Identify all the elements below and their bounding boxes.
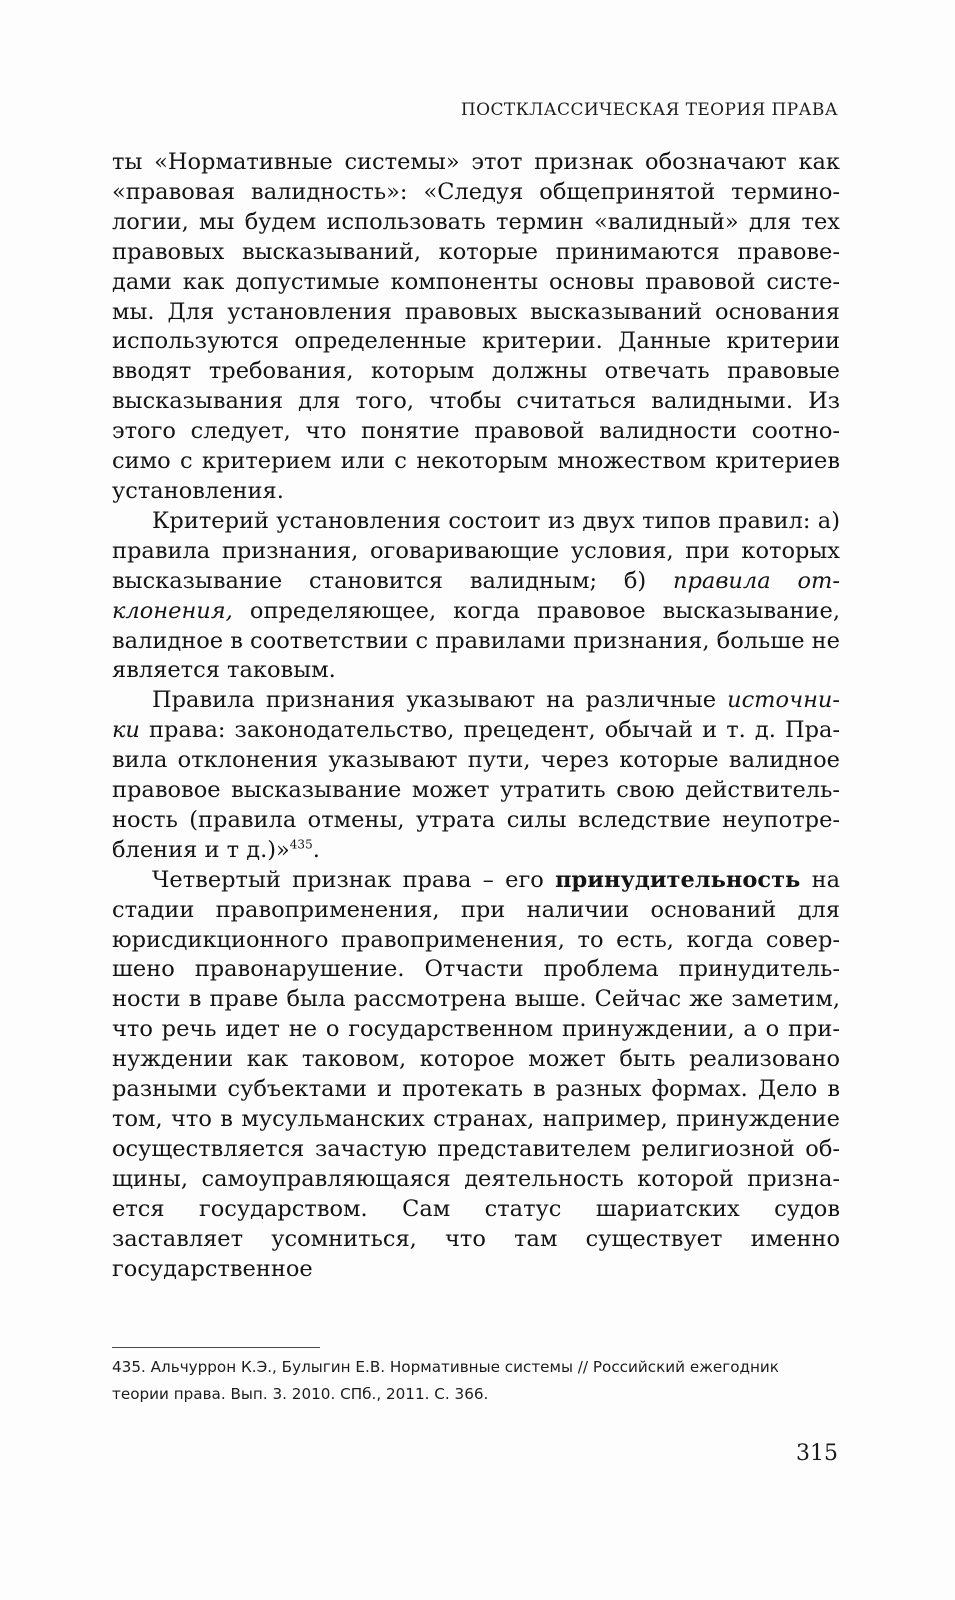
paragraph-2-italic: правила отклонения, xyxy=(112,567,840,624)
footnote-divider xyxy=(112,1347,320,1348)
paragraph-2-text-a: Критерий установления состоит из двух типов правил: а) правила признания, оговаривающие условия, при которых высказывание становится валидным; б) xyxy=(112,507,840,594)
paragraph-3-end: . xyxy=(312,836,320,863)
page-number: 315 xyxy=(796,1441,838,1466)
paragraph-3-text-a: Правила признания указывают на различные xyxy=(152,687,728,714)
running-head: ПОСТКЛАССИЧЕСКАЯ ТЕОРИЯ ПРАВА xyxy=(460,100,838,120)
paragraph-1: ты «Нормативные системы» этот признак обозначают как «правовая валидность»: «Следуя общепринятой терминологии, мы будем использовать термин «валидный» для тех правовых высказываний, которые принимаются правоведами как допустимые компоненты основы правовой системы. Для установления правовых высказываний основания используются определенные критерии. Данные критерии вводят требования, которым должны отвечать правовые высказывания для того, чтобы считаться валидными. Из этого следует, что понятие правовой валидности соотносимо с критерием или с некоторым множеством критериев установления. xyxy=(112,149,840,504)
paragraph-3-text-b: права: законодательство, прецедент, обычай и т. д. Правила отклонения указывают пути, через которые валидное правовое высказывание может утратить свою действительность (правила отмены, утрата силы вследствие неупотребления и т д.)» xyxy=(112,717,840,863)
paragraph-2 xyxy=(112,507,840,686)
paragraph-4-text-b: на стадии правоприменения, при наличии оснований для юрисдикционного правоприменения, то есть, когда совершено правонарушение. Отчасти проблема принудительности в праве была рассмотрена выше. Сейчас же заметим, что речь идет не о государственном принуждении, а о принуждении как таковом, которое может быть реализовано разными субъектами и протекать в разных формах. Дело в том, что в мусульманских странах, например, принуждение осуществляется зачастую представителем религиозной общины, самоуправляющаяся деятельность которой признается государством. Сам статус шариатских судов заставляет усомниться, что там существует именно государственное xyxy=(112,866,840,1282)
paragraph-4 xyxy=(112,866,840,1285)
footnote-435: 435. Альчуррон К.Э., Булыгин Е.В. Нормативные системы // Российский ежегодник теории права. Вып. 3. 2010. СПб., 2011. С. 366. xyxy=(112,1358,779,1403)
footnote-reference[interactable]: 435 xyxy=(289,837,313,852)
main-text xyxy=(112,148,840,1284)
paragraph-4-text-a: Четвертый признак права – его xyxy=(152,866,556,893)
paragraph-2-text-b: определяющее, когда правовое высказывание, валидное в соответствии с правилами признания, больше не является таковым. xyxy=(112,597,840,684)
paragraph-3 xyxy=(112,686,840,865)
paragraph-3-italic: источники xyxy=(112,687,840,744)
paragraph-4-bold: принудительность xyxy=(555,866,801,893)
